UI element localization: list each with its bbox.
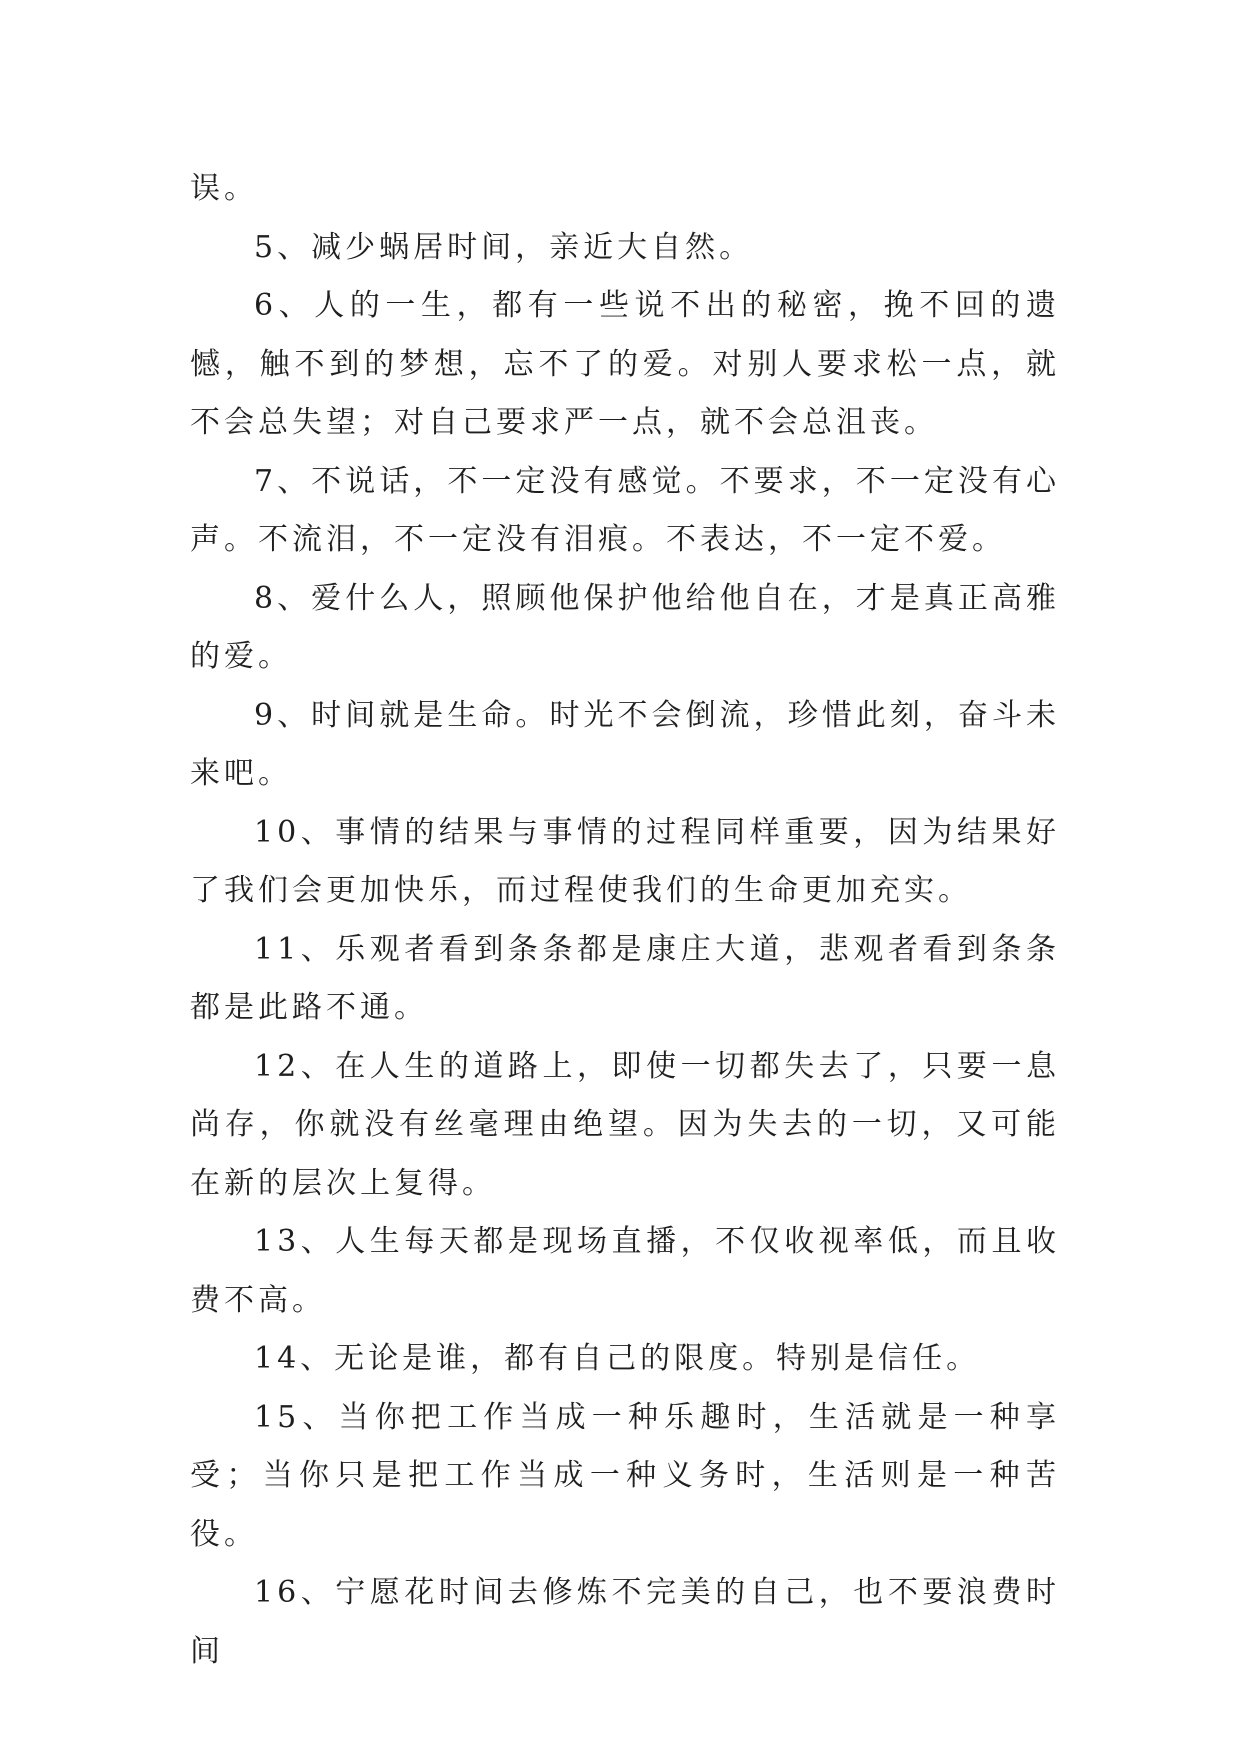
paragraph-5: 5、减少蜗居时间，亲近大自然。	[254, 229, 754, 265]
paragraph-15: 15、当你把工作当成一种乐趣时，生活就是一种享受；当你只是把工作当成一种义务时，生活则是一种苦役。	[190, 1399, 1060, 1552]
paragraph-6: 6、人的一生，都有一些说不出的秘密，挽不回的遗憾，触不到的梦想，忘不了的爱。对别人要求松一点，就不会总失望；对自己要求严一点，就不会总沮丧。	[190, 288, 1060, 440]
paragraph-12: 12、在人生的道路上，即使一切都失去了，只要一息尚存，你就没有丝毫理由绝望。因为失去的一切，又可能在新的层次上复得。	[190, 1048, 1060, 1201]
paragraph-14: 14、无论是谁，都有自己的限度。特别是信任。	[254, 1341, 981, 1376]
paragraph-8: 8、爱什么人，照顾他保护他给他自在，才是真正高雅的爱。	[190, 580, 1060, 674]
document-body	[190, 160, 1060, 1681]
paragraph-10: 10、事情的结果与事情的过程同样重要，因为结果好了我们会更加快乐，而过程使我们的生命更加充实。	[190, 814, 1060, 908]
paragraph-7: 7、不说话，不一定没有感觉。不要求，不一定没有心声。不流泪，不一定没有泪痕。不表达，不一定不爱。	[190, 463, 1060, 557]
paragraph-11: 11、乐观者看到条条都是康庄大道，悲观者看到条条都是此路不通。	[190, 931, 1060, 1025]
paragraph-9: 9、时间就是生命。时光不会倒流，珍惜此刻，奋斗未来吧。	[190, 697, 1060, 791]
paragraph-16: 16、宁愿花时间去修炼不完美的自己，也不要浪费时间	[190, 1575, 1060, 1669]
paragraph-continued: 误。	[190, 171, 258, 206]
paragraph-13: 13、人生每天都是现场直播，不仅收视率低，而且收费不高。	[190, 1224, 1060, 1318]
